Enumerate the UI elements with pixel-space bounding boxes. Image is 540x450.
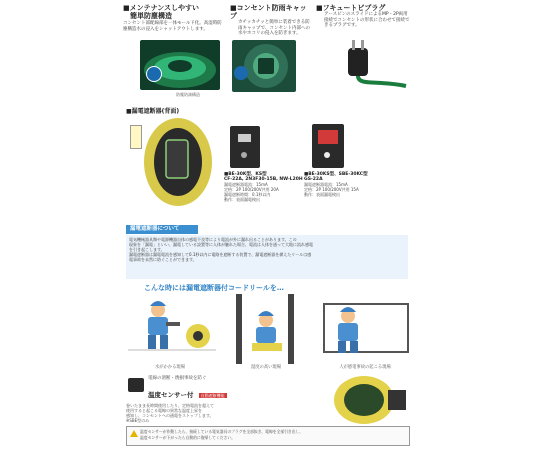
breaker-1 (230, 126, 260, 168)
about-line-4: 漏電遮断器は漏電電流を感知して0.1秒以内に電路を遮断する装置で、漏電遮断器を備えたリールは感 (129, 252, 312, 257)
usage-caption-3: 人が感電事故の起こる現場 (339, 365, 391, 370)
breaker-2-switch (318, 130, 338, 144)
usage-illustration-1 (128, 298, 216, 354)
breaker-2-sub: GS-22A (304, 177, 323, 182)
warning-line-1: 温度センサーが作動したら、接続している電気器具のプラグを全部抜き、電線を全部引き出し、 (140, 429, 304, 434)
breaker-1-sub: CF-22A, 2N3F30-15B, NW-L20H (224, 177, 303, 182)
reel-side-icon (334, 376, 408, 424)
worker-humid-icon (222, 294, 308, 364)
sensor-reel-photo (334, 376, 408, 424)
breaker-2-spec: 漏電遮断器電流：15mA 定格：2P 100/200V共用 15A 動作：表面漏電検出 (304, 182, 359, 197)
feature-2-text: カチッカチッと簡単に装着できる防雨キャップで、コンセント内部への水やホコリの侵入を防ぎます。 (238, 20, 311, 37)
feature-3-photo (318, 40, 408, 92)
reel-top-icon (140, 40, 220, 90)
about-line-2: 現象を「漏電」といい、漏電している設置等に人体が触れた場合、電流は人体を通って大地に流れ感電 (129, 242, 313, 247)
rainproof-badge (234, 66, 248, 80)
breaker-1-info (224, 172, 308, 202)
worker-shock-icon (314, 300, 410, 358)
usage-caption-1: 水がかかる現場 (154, 365, 186, 370)
feature-1-title: ■メンテナンスしやすい (123, 4, 200, 12)
sensor-text-3: 感知し、コンセントへの通電をストップします。 (126, 413, 214, 418)
about-bar: 漏電遮断器について (126, 225, 198, 234)
about-line-5: 電事故を未然に防ぐことができます。 (129, 257, 197, 262)
breaker-2-info (304, 172, 400, 197)
usage-illustration-2 (222, 294, 308, 364)
sensor-tag: 自動遮断機能 (200, 393, 225, 398)
breaker-1-test-button (241, 152, 247, 158)
breaker-2-test-button (324, 152, 330, 158)
about-box (126, 235, 408, 279)
breaker-1-model: ■BE-30K型、KS型 (224, 172, 267, 177)
sensor-intro: 電線の溶断・焼損事故を防ぐ (148, 376, 207, 381)
sensor-section (126, 376, 332, 423)
reel-back-icon (140, 116, 216, 208)
breaker-2-model: ■BE-30KS型、SBE-30KC型 (304, 172, 368, 177)
feature-1-badge: 防塵防滴構造 (176, 92, 200, 97)
feature-2 (230, 4, 312, 37)
warning-icon (130, 430, 138, 437)
worker-water-icon (128, 298, 216, 354)
callout-tag (130, 125, 142, 149)
warning-box (126, 426, 410, 446)
leakage-label: ■漏電遮断器(背面) (126, 108, 180, 115)
usage-heading: こんな時には漏電遮断器付コードリールを… (144, 284, 284, 292)
sensor-title: 温度センサー付 (148, 391, 194, 399)
feature-1-title-2: 簡単防塵構造 (123, 12, 172, 20)
breaker-1-spec: 漏電遮断器電流：15mA 定格：2P 100/200V共用 20A 漏電遮断時間：0.1秒以内 動作：表面漏電検出 (224, 182, 279, 202)
feature-2-title: ■コンセント防雨キャップ (230, 4, 307, 20)
feature-1-photo (140, 40, 220, 90)
sensor-icon (128, 378, 144, 392)
breaker-1-switch (238, 134, 251, 142)
plug-icon (318, 40, 408, 92)
warning-line-2: 温度センサーが下がったら自動的に復帰してください。 (140, 435, 235, 440)
dustproof-icon (146, 66, 162, 82)
sensor-note: ※SBE型のみ (126, 418, 150, 423)
about-line-3: を引き起こします。 (129, 247, 165, 252)
feature-1-text: コンセント部配線部を一体モールド化。高湿時防塵構造水の浸入をシャットアウトします。 (123, 21, 222, 32)
feature-3-text: アースピンのスライドによるMP・2P両用接続でコンセントの形状に合わせて接続できるプラグです。 (324, 12, 410, 29)
usage-illustration-3 (314, 300, 410, 358)
feature-1 (123, 4, 223, 32)
sensor-text-2: 使用すると起こる電線の異常な温度上昇を (126, 408, 202, 413)
about-text (126, 235, 408, 264)
feature-3-title: ■フキュートビプラグ (316, 4, 386, 12)
about-line-1: 電気機械器具類や電源機器自体の感電不良等により電流が外に漏れ出ることがあります。この (129, 237, 297, 242)
feature-3 (316, 4, 412, 29)
sensor-text-1: 巻いたまま長時間使用したり、定格電流を超えて (126, 403, 214, 408)
breaker-2 (312, 124, 344, 168)
reel-back-photo (140, 116, 216, 208)
usage-caption-2: 湿度の高い現場 (250, 365, 282, 370)
